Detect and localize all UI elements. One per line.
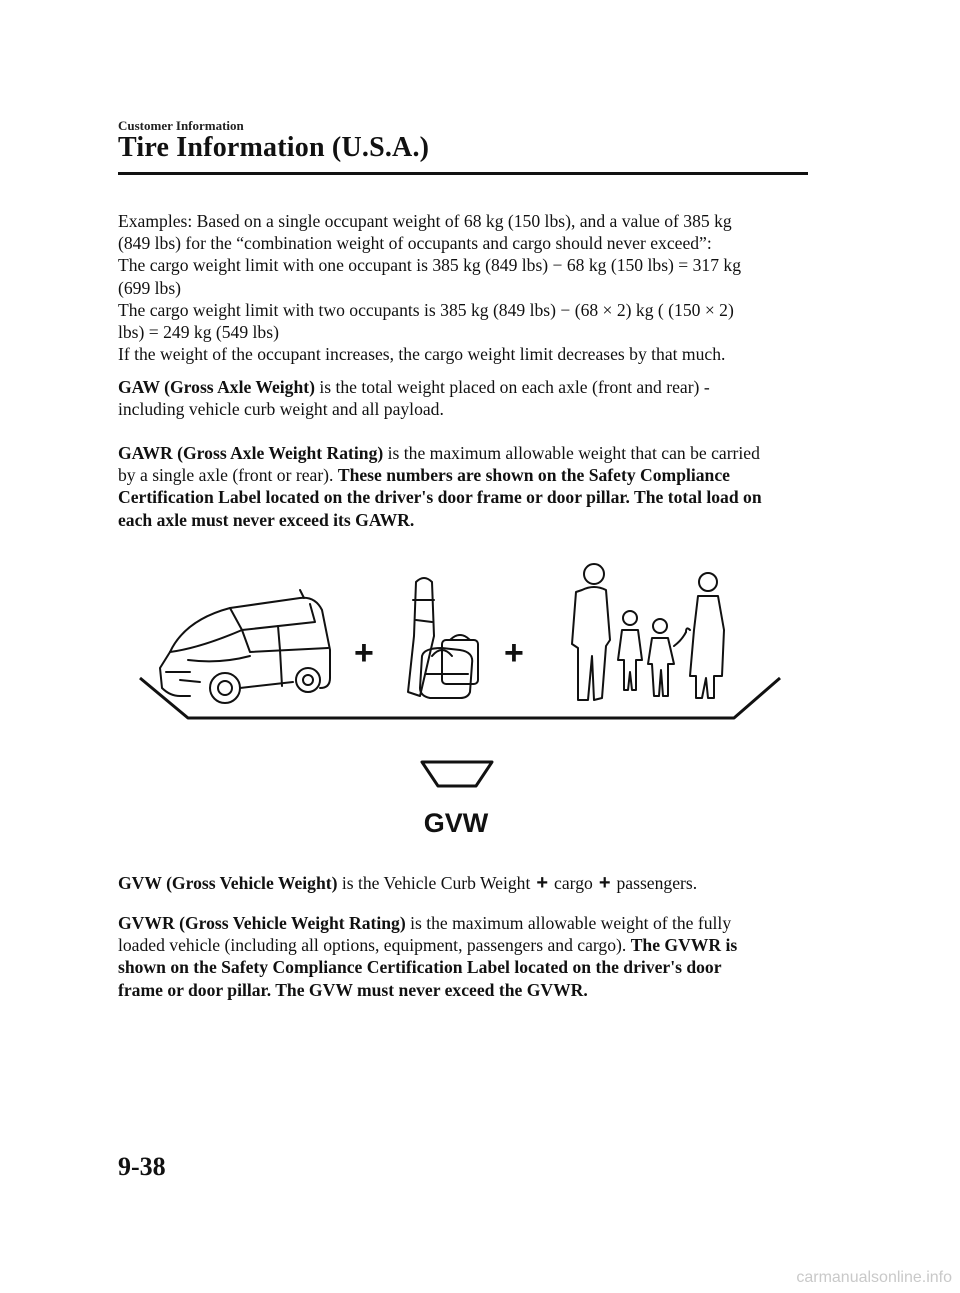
passengers-family-icon bbox=[572, 564, 724, 700]
gvwr-bold: shown on the Safety Compliance Certification Label located on the driver's door bbox=[118, 957, 722, 978]
examples-line: The cargo weight limit with one occupant is 385 kg (849 lbs) − 68 kg (150 lbs) = 317 kg bbox=[118, 255, 741, 276]
title-rule bbox=[118, 172, 808, 175]
page-title: Tire Information (U.S.A.) bbox=[118, 132, 430, 163]
minivan-icon bbox=[160, 590, 330, 703]
gawr-bold: Certification Label located on the driver's door frame or door pillar. The total load on bbox=[118, 487, 762, 508]
gvw-text: cargo bbox=[554, 873, 593, 893]
gaw-paragraph bbox=[118, 376, 818, 420]
gawr-text: is the maximum allowable weight that can be carried bbox=[383, 443, 760, 463]
examples-line: lbs) = 249 kg (549 lbs) bbox=[118, 322, 279, 343]
section-label: Customer Information bbox=[118, 118, 244, 133]
examples-line: (849 lbs) for the “combination weight of occupants and cargo should never exceed”: bbox=[118, 233, 712, 254]
gvwr-term: GVWR (Gross Vehicle Weight Rating) bbox=[118, 913, 406, 933]
examples-paragraph bbox=[118, 210, 818, 365]
gvwr-text: is the maximum allowable weight of the fully bbox=[405, 913, 732, 933]
cargo-luggage-icon bbox=[408, 578, 478, 698]
gvw-result-label: GVW bbox=[423, 808, 489, 838]
plus-glyph: + bbox=[504, 634, 524, 672]
down-arrow-icon bbox=[422, 762, 492, 786]
gvwr-bold: The GVWR is bbox=[630, 935, 738, 956]
gawr-term: GAWR (Gross Axle Weight Rating) bbox=[118, 443, 384, 463]
gawr-paragraph bbox=[118, 442, 818, 531]
watermark-text: carmanualsonline.info bbox=[796, 1269, 952, 1286]
gvw-text: is the Vehicle Curb Weight bbox=[337, 873, 531, 893]
gaw-term: GAW (Gross Axle Weight) bbox=[118, 377, 315, 397]
plus-glyph: + bbox=[354, 634, 374, 672]
page-number: 9-38 bbox=[118, 1152, 166, 1181]
gvw-term: GVW (Gross Vehicle Weight) bbox=[118, 873, 338, 893]
gvw-illustration bbox=[130, 560, 790, 850]
examples-line: If the weight of the occupant increases, the cargo weight limit decreases by that much. bbox=[118, 344, 726, 365]
gawr-text: by a single axle (front or rear). bbox=[118, 465, 338, 486]
gvw-text: passengers. bbox=[616, 873, 698, 893]
gaw-text: including vehicle curb weight and all payload. bbox=[118, 399, 444, 420]
gvwr-paragraph bbox=[118, 912, 818, 1001]
gawr-bold: These numbers are shown on the Safety Compliance bbox=[337, 465, 730, 486]
gvw-paragraph bbox=[118, 872, 818, 894]
gvwr-bold: frame or door pillar. The GVW must never exceed the GVWR. bbox=[118, 979, 588, 1000]
plus-icon: + bbox=[598, 872, 611, 894]
examples-line: Examples: Based on a single occupant weight of 68 kg (150 lbs), and a value of 385 kg bbox=[118, 211, 732, 231]
gaw-text: is the total weight placed on each axle (front and rear) - bbox=[314, 377, 710, 397]
plus-icon: + bbox=[536, 872, 549, 894]
examples-line: (699 lbs) bbox=[118, 277, 182, 298]
gvwr-text: loaded vehicle (including all options, equipment, passengers and cargo). bbox=[118, 935, 631, 956]
examples-line: The cargo weight limit with two occupants is 385 kg (849 lbs) − (68 × 2) kg ( (150 × 2) bbox=[118, 299, 734, 320]
gawr-bold: each axle must never exceed its GAWR. bbox=[118, 509, 415, 530]
